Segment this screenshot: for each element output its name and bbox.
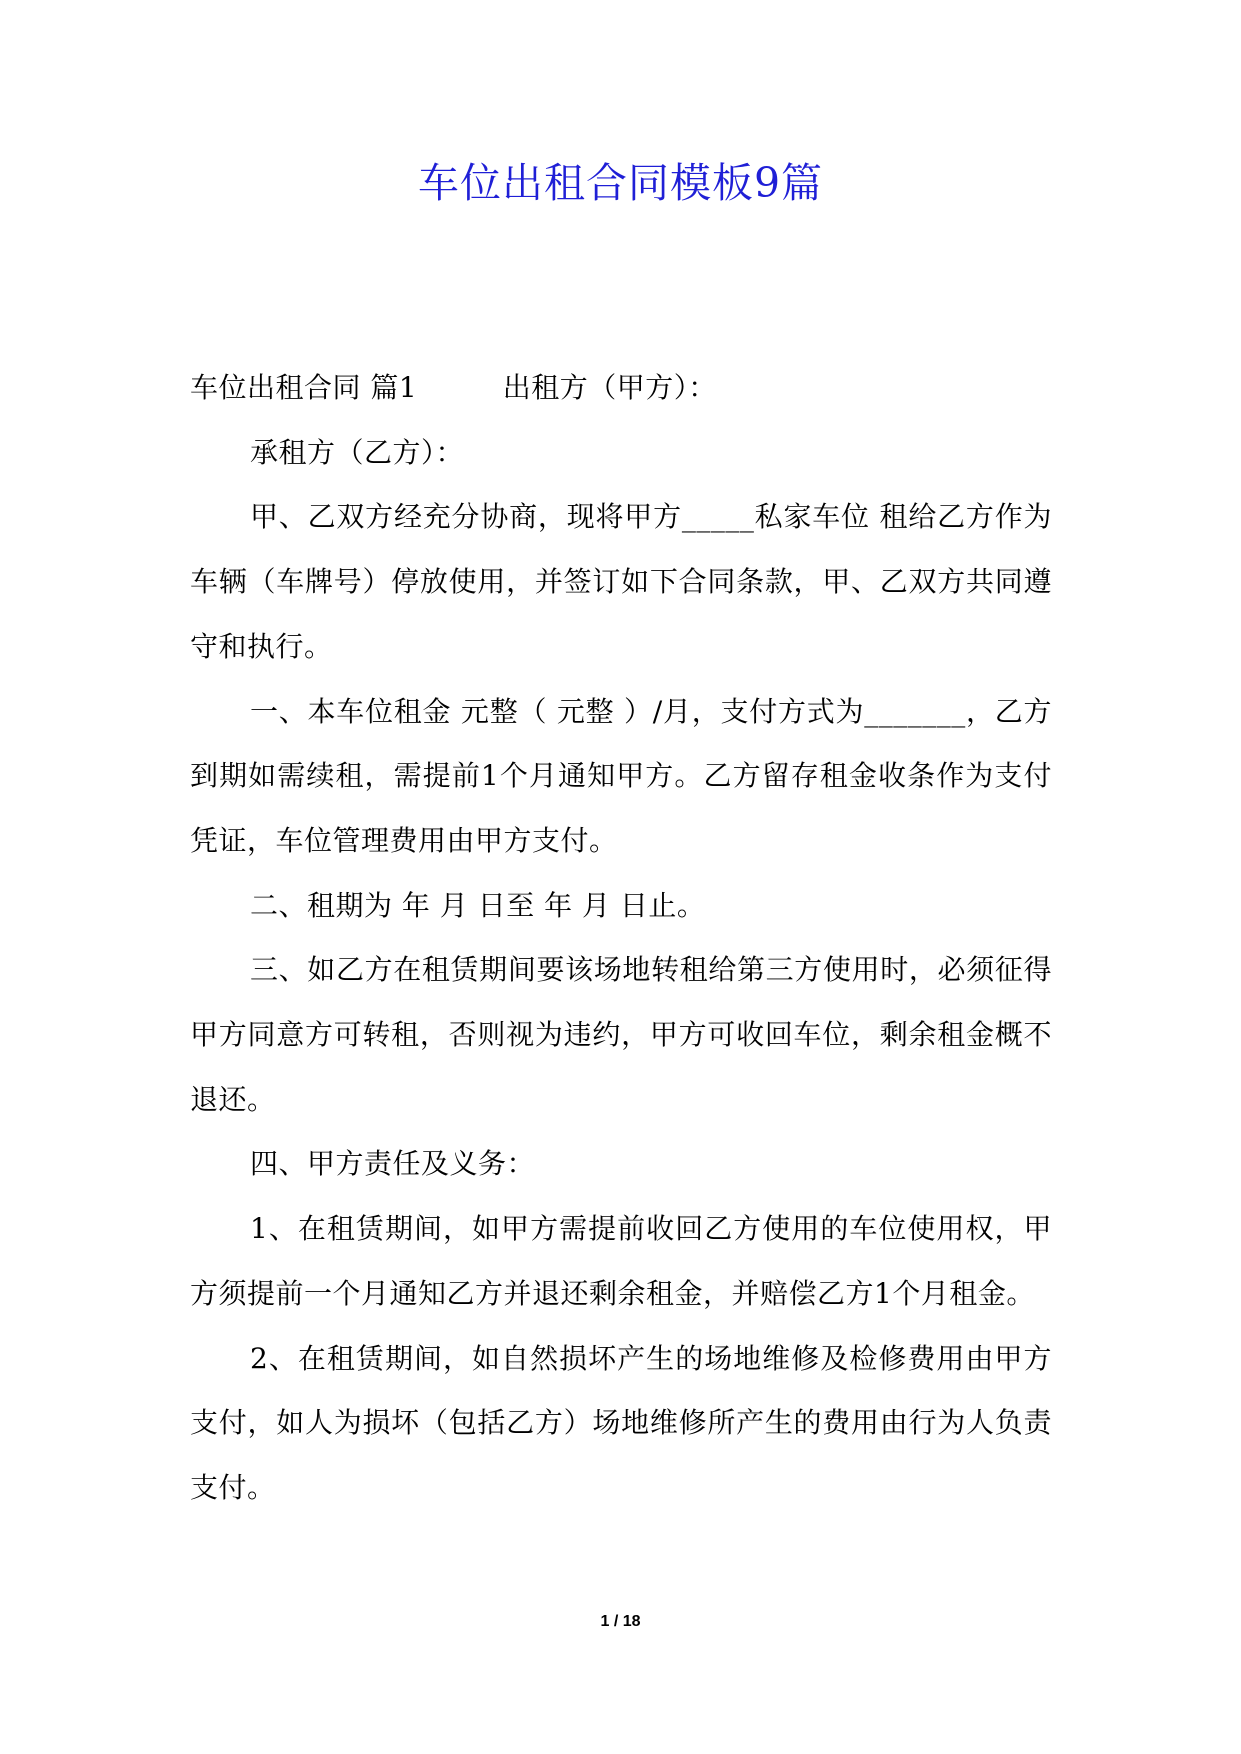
paragraph-clause-4-heading: 四、甲方责任及义务： <box>250 1147 536 1181</box>
paragraph-lessee: 承租方（乙方）： <box>250 435 465 469</box>
paragraph-clause-4-item-2: 2、在租赁期间，如自然损坏产生的场地维修及检修费用由甲方支付，如人为损坏（包括乙方）场地维修所产生的费用由行为人负责支付。 <box>190 1341 1052 1504</box>
contract-heading-line: 车位出租合同 篇1 出租方（甲方）： <box>190 371 717 404</box>
page-number: 1 / 18 <box>600 1613 641 1630</box>
document-body <box>190 356 1052 1521</box>
paragraph-clause-3-sublease: 三、如乙方在租赁期间要该场地转租给第三方使用时，必须征得甲方同意方可转租，否则视为违约，甲方可收回车位，剩余租金概不退还。 <box>190 953 1052 1116</box>
paragraph-clause-1-rent: 一、本车位租金 元整（ 元整 ）/月，支付方式为_______，乙方到期如需续租，需提前1个月通知甲方。乙方留存租金收条作为支付凭证，车位管理费用由甲方支付。 <box>190 694 1052 857</box>
paragraph-intro: 甲、乙双方经充分协商，现将甲方_____私家车位 租给乙方作为车辆（车牌号）停放使用，并签订如下合同条款，甲、乙双方共同遵守和执行。 <box>190 500 1052 663</box>
paragraph-clause-4-item-1: 1、在租赁期间，如甲方需提前收回乙方使用的车位使用权，甲方须提前一个月通知乙方并退还剩余租金，并赔偿乙方1个月租金。 <box>190 1212 1052 1310</box>
document-title: 车位出租合同模板9篇 <box>417 159 824 207</box>
paragraph-clause-2-term: 二、租期为 年 月 日至 年 月 日止。 <box>250 888 706 922</box>
